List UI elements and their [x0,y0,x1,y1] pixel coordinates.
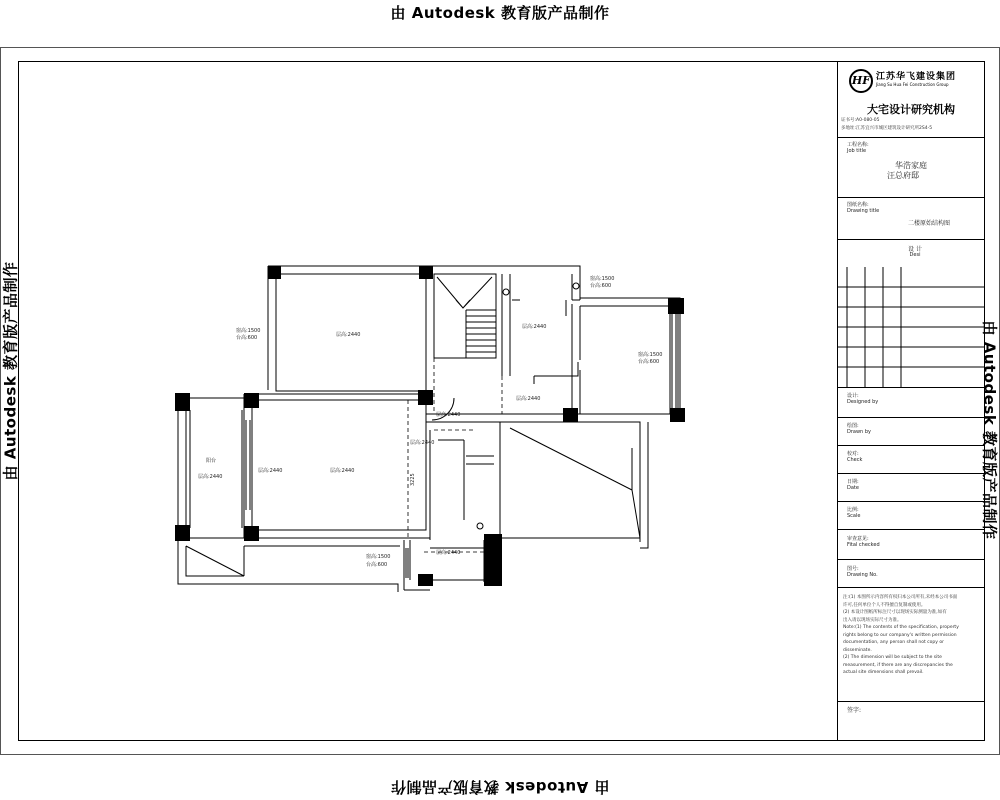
room-label: 层高:2440 [410,440,435,446]
scale-en: Scale [847,513,861,519]
signature-label: 签字: [847,707,862,714]
room-label: 层高:2440 [522,324,547,330]
window-bottom [406,548,408,578]
column [668,298,684,314]
note-line: disseminate. [843,647,872,653]
scale-row [837,501,985,529]
designer-row [837,387,985,417]
column-marker [503,289,509,295]
column [670,408,685,422]
date-en: Date [847,485,859,491]
drawing-title-en: Drawing title [847,208,880,214]
check-label: 校对: [847,451,859,457]
title-block-divider [837,61,838,741]
column-marker [477,523,483,529]
signature-grid [837,267,985,387]
room-label: 层高:2440 [330,468,355,474]
date-label: 日期: [847,479,859,485]
column [244,526,259,541]
column-marker [573,283,579,289]
project-name-2: 汪总府邸 [887,171,919,180]
drawing-name: 二楼原始结构图 [907,220,950,227]
design-row [837,239,985,267]
room-label: 层高:2440 [198,474,223,480]
wall-living-outer [244,394,430,538]
drawing-title-row [837,197,985,239]
drawing-title-label: 图纸名称: [847,202,869,208]
column [175,525,190,541]
notes [843,594,983,677]
drawn-row [837,417,985,445]
designer-en: Designed by [847,399,879,405]
stair-treads [466,310,496,358]
notes-row [837,587,985,701]
title-block [837,61,985,741]
window-label: 台高:600 [638,359,660,365]
approval-row [837,529,985,559]
window-label: 窗高:1500 [366,554,391,560]
company-name-cn: 江苏华飞建设集团 [876,72,957,82]
room-label: 层高:2440 [436,412,461,418]
window-right-room [672,310,678,408]
column [268,266,281,279]
window-label: 窗高:1500 [638,352,663,358]
diagonal-line-right [510,428,640,538]
check-en: Check [847,457,863,463]
note-line: measurement, if there are any discrepancies the [843,662,953,668]
wall-living-room [252,400,426,530]
approval-en: Fital checked [847,542,880,548]
designer-label: 设计: [847,393,859,399]
drawn-label: 绘图: [847,423,859,429]
room-label: 层高:2440 [258,468,283,474]
watermark-top: 由 Autodesk 教育版产品制作 [390,4,610,22]
note-line: (2) The dimension will be subject to the site [843,655,942,660]
note-line: (2) 本设计图纸所标注尺寸以现场实际测量为准,如有 [843,610,947,615]
reg-number: 证书号:A0-080-05 [841,118,880,123]
job-title-en: Job title [847,148,867,154]
org-name: 大宅设计研究机构 [867,103,955,116]
wall-balcony [178,398,244,538]
note-line: documentation, any person shall not copy or [843,640,944,645]
company-name-en: Jiang Su Hua Fei Construction Group [876,82,949,87]
watermark-left: 由 Autodesk 教育版产品制作 [1,261,20,481]
column [175,393,190,411]
note-line: rights belong to our company's written permission [843,632,957,638]
date-row [837,473,985,501]
wall-hall [430,430,494,540]
room-label: 层高:2440 [436,550,461,556]
design-en: Desi [909,252,921,258]
room-label: 层高:2440 [336,332,361,338]
window-label: 台高:600 [590,283,612,289]
drawing-no-label: 图号: [847,566,859,572]
project-name-1: 华浩家庭 [895,161,927,170]
window-label: 窗高:1500 [590,276,615,282]
column [484,534,502,586]
note-line: 出入请以现场实际尺寸为准。 [843,617,902,623]
scale-label: 比例: [847,507,859,513]
drawing-no-row [837,559,985,587]
column [244,393,259,408]
note-line: 许可,任何单位个人不得擅自复制或使用。 [843,602,926,608]
room-label: 层高:2440 [516,396,541,402]
column [563,408,578,422]
wall-room-bedroom-left [268,266,276,390]
check-row [837,445,985,473]
wall-corridor [426,414,670,548]
balcony-window [186,410,242,528]
window-label: 窗高:1500 [236,328,261,334]
stair-arrow [437,277,492,308]
approval-label: 审查意见: [847,536,869,542]
window-label: 台高:600 [366,562,388,568]
job-title-label: 工程名称: [847,142,869,148]
company-logo-icon: HF [849,69,873,93]
note-line: Note:(1) The contents of the specification, property [843,625,959,630]
watermark-bottom: 由 Autodesk 教育版产品制作 [390,778,610,796]
column [419,266,433,279]
window-living-left [246,420,250,510]
drawn-en: Drawn by [847,429,871,435]
wall-bottom-right [404,540,484,590]
signature-row [837,701,985,741]
job-title-row [837,137,985,197]
dimension-label: 3225 [410,473,416,486]
balcony-label: 阳台 [206,458,217,464]
column [418,390,433,405]
design-label: 设 计 [908,246,922,253]
address: 多地址:江苏宜兴市城区建筑设计研究所2S4-5 [841,126,933,131]
wall-right-room [572,298,680,414]
drawing-no-en: Drawing No. [847,572,878,578]
note-line: 注:(1) 本图所示内容所有权归本公司所有,未经本公司书面 [843,595,958,600]
watermark-right: 由 Autodesk 教育版产品制作 [980,320,999,540]
company-logo [849,69,979,97]
note-line: actual site dimensions shall prevail. [843,670,924,675]
window-label: 台高:600 [236,335,258,341]
column [418,574,433,586]
